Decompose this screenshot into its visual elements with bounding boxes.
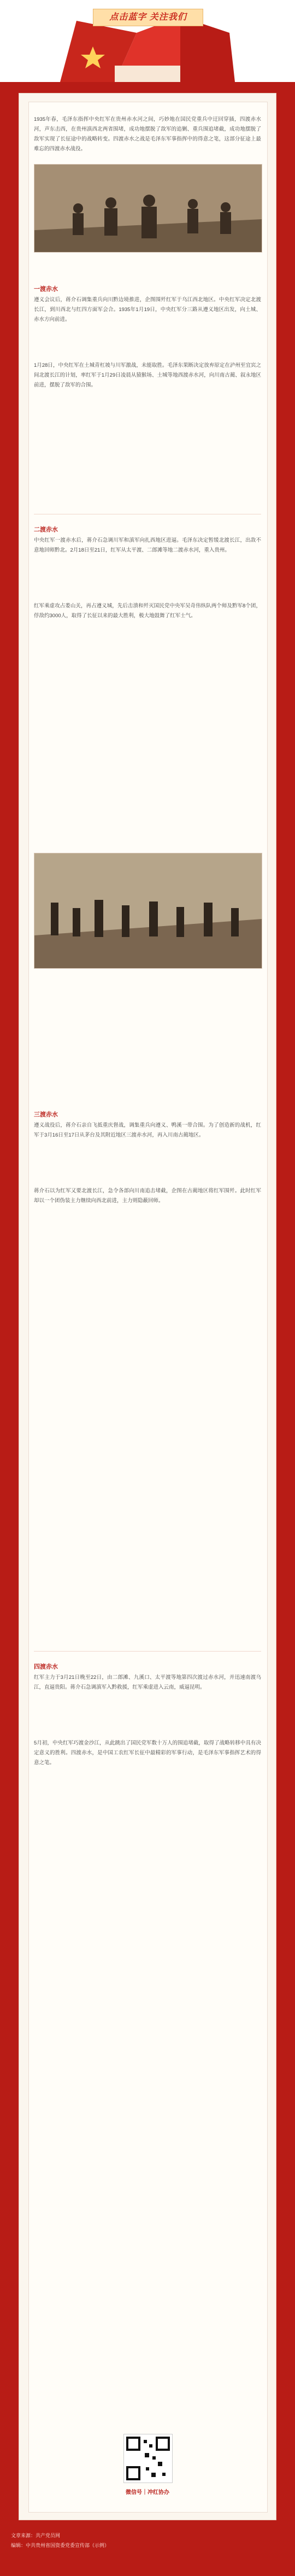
footer-source: 文章来源：共产党员网 — [11, 2533, 61, 2538]
banner-title: 点击蓝字 关注我们 — [93, 9, 203, 26]
section-title-3: 三渡赤水 — [34, 1111, 58, 1118]
qr-code[interactable] — [123, 2434, 173, 2483]
article-paper — [28, 102, 268, 2513]
section-title-1: 一渡赤水 — [34, 286, 58, 292]
section-title-4: 四渡赤水 — [34, 1664, 58, 1670]
section-3-para-1: 遵义战役后，蒋介石亲自飞抵重庆督战，调集重兵向遵义、鸭溪一带合围。为了创造新的战机，红军于3月16日至17日从茅台及其附近地区三渡赤水河，再入川南古蔺地区。 — [34, 1122, 261, 1138]
section-1-para-2: 1月28日，中央红军在土城青杠坡与川军激战，未能取胜。毛泽东果断决定放弃原定在泸州至宜宾之间北渡长江的计划，率红军于1月29日凌晨从猿猴场、土城等地西渡赤水河，向川南古蔺、叙永地区前进，摆脱了敌军的合围。 — [34, 362, 261, 388]
header-banner — [0, 0, 295, 93]
section-4-para-2: 5月初，中央红军巧渡金沙江，从此跳出了国民党军数十万人的围追堵截，取得了战略转移中具有决定意义的胜利。四渡赤水，是中国工农红军长征中最精彩的军事行动，是毛泽东军事指挥艺术的得意之笔。 — [34, 1740, 261, 1766]
section-title-2: 二渡赤水 — [34, 526, 58, 533]
footer-editor: 编辑：中共贵州省国资委党委宣传部（示例） — [11, 2543, 110, 2548]
section-1-para-1: 遵义会议后，蒋介石调集重兵向川黔边境推进，企图围歼红军于乌江西北地区。中央红军决定北渡长江，到川西北与红四方面军会合。1935年1月19日，中央红军分三路从遵义地区出发，向土城、赤水方向前进。 — [34, 297, 261, 323]
section-3-para-2: 蒋介石以为红军又要北渡长江，急令各部向川南追击堵截，企图在古蔺地区将红军围歼。此时红军却以一个团伪装主力继续向西北前进，主力则隐蔽回师。 — [34, 1188, 261, 1204]
historical-photo-2 — [34, 853, 262, 969]
section-4-para-1: 红军主力于3月21日晚至22日，由二郎滩、九溪口、太平渡等地第四次渡过赤水河，并迅速南渡乌江，直逼贵阳。蒋介石急调滇军入黔救援，红军乘虚进入云南，威逼昆明。 — [34, 1675, 261, 1690]
section-2-para-2: 红军乘虚攻占娄山关，再占遵义城，先后击溃和歼灭国民党中央军吴奇伟纵队两个师及黔军8个团，俘敌约3000人，取得了长征以来的最大胜利，极大地鼓舞了红军士气。 — [34, 603, 261, 619]
historical-photo-1 — [34, 164, 262, 253]
intro-paragraph: 1935年春，毛泽东指挥中央红军在贵州赤水河之间，巧妙地在国民党重兵中迂回穿插，四渡赤水河，声东击西，在贵州滇西北两省围堵，成功地摆脱了敌军的追剿、重兵围追堵截，成功地摆脱了敌军实现了长征途中的战略转变。四渡赤水之战是毛泽东军事指挥中的得意之笔，这部分征途上最难忘的四渡赤水战役。 — [34, 116, 261, 152]
qr-label: 微信号｜冲红协办 — [126, 2490, 169, 2496]
section-2-para-1: 中央红军一渡赤水后，蒋介石急调川军和滇军向扎西地区进逼。毛泽东决定暂缓北渡长江，出敌不意地回师黔北。2月18日至21日，红军从太平渡、二郎滩等地二渡赤水河，重入贵州。 — [34, 537, 261, 553]
divider — [34, 1651, 261, 1652]
